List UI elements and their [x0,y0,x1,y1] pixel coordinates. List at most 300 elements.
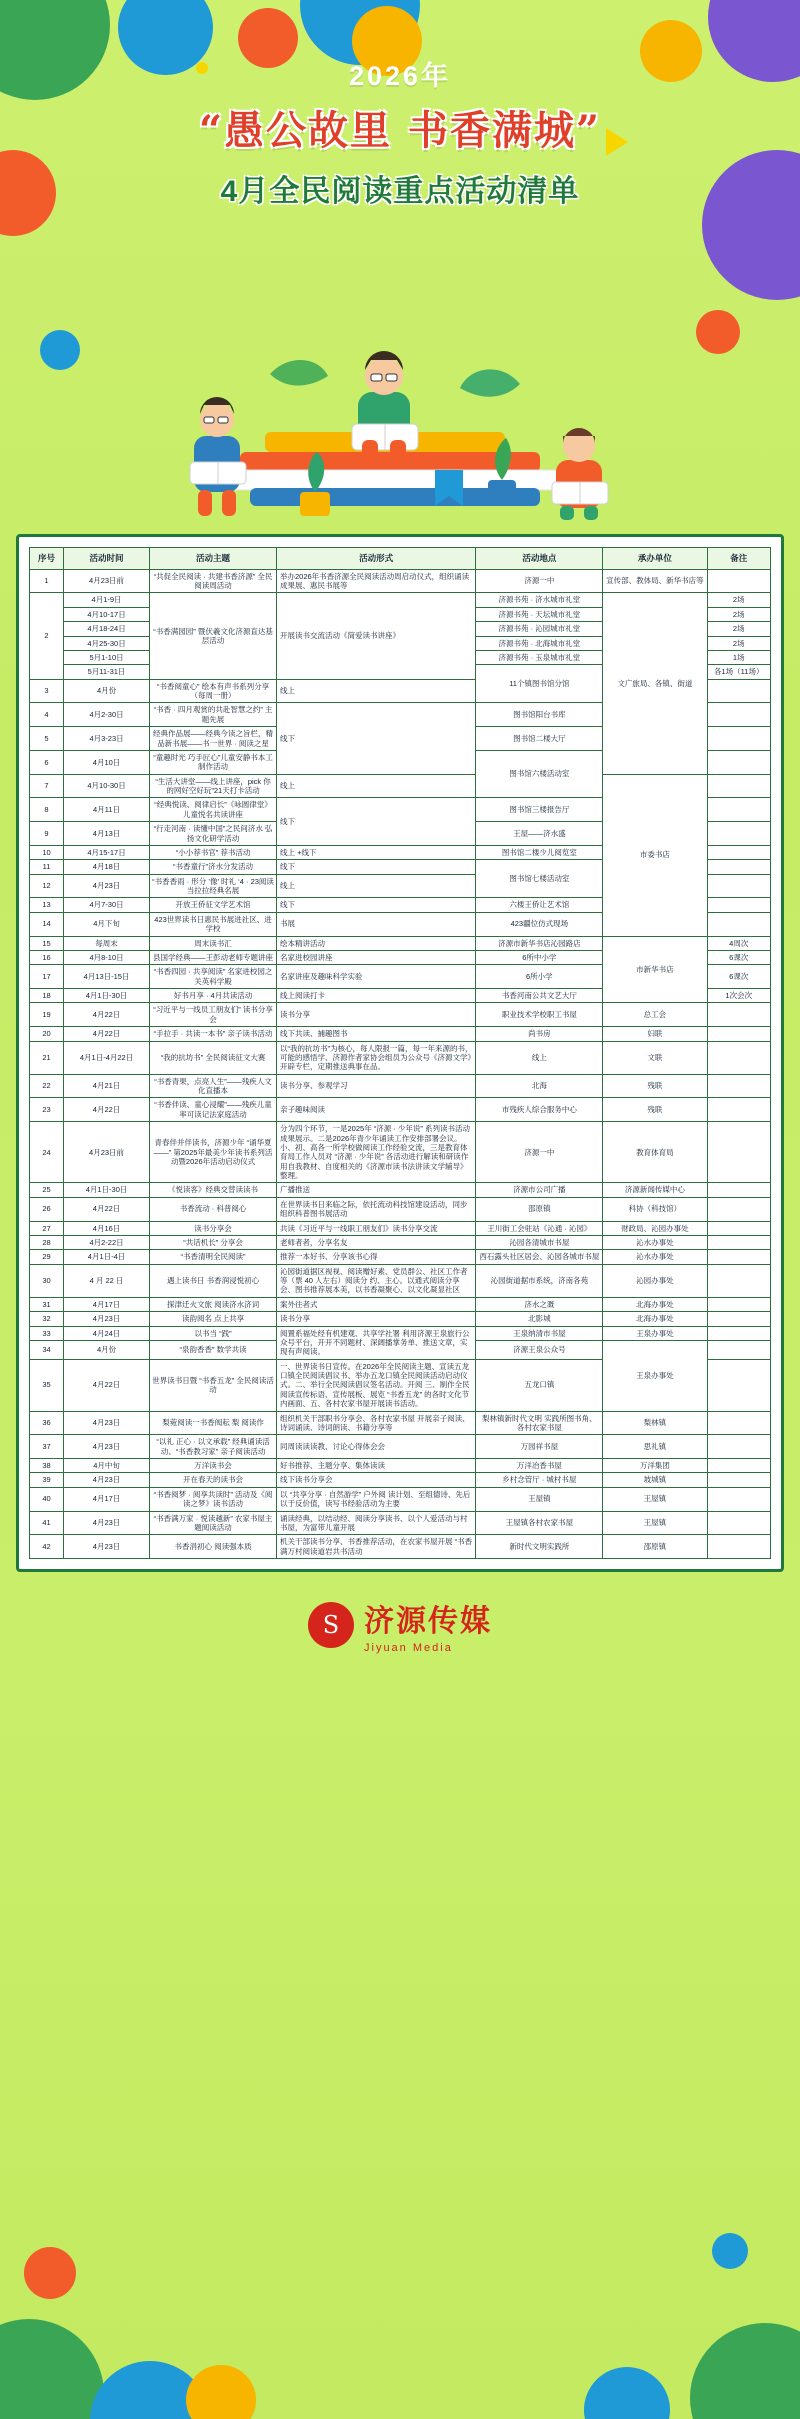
cell-note [707,1326,770,1340]
cell-note [707,1003,770,1027]
cell-no: 28 [30,1235,64,1249]
cell-no: 15 [30,936,64,950]
cell-no: 14 [30,912,64,936]
table-row [30,774,771,798]
cell-no: 1 [30,569,64,593]
cell-note [707,1487,770,1511]
cell-no: 10 [30,845,64,859]
cell-note [707,703,770,727]
col-place: 活动地点 [476,548,603,570]
cell-time: 4月23日 [63,1435,149,1459]
cell-place: 济源书苑 · 沁园城市礼堂 [476,622,603,636]
cell-place: 图书馆阳台书库 [476,703,603,727]
cell-form: 线下 [276,898,475,912]
col-theme: 活动主题 [150,548,277,570]
cell-time: 4月22日 [63,1003,149,1027]
cell-place: 6所小学 [476,965,603,989]
cell-place: 济源市公司广播 [476,1183,603,1197]
cell-place: 线上 [476,1041,603,1074]
cell-theme: 探津迁火文旅 阅读济水济词 [150,1297,277,1311]
table-row [30,569,771,593]
cell-time: 4月中旬 [63,1459,149,1473]
cell-note [707,845,770,859]
cell-theme: “书香阅梦 · 阅享共读时” 活动及《阅读之梦》读书活动 [150,1487,277,1511]
cell-theme: “我的抗坊书” 全民阅读征文大赛 [150,1041,277,1074]
cell-place: 济源市新华书店沁园路店 [476,936,603,950]
cell-note: 6课次 [707,950,770,964]
cell-unit: 沁水办事处 [603,1250,707,1264]
cell-time: 4月23日 [63,1411,149,1435]
cell-unit: 文联 [603,1041,707,1074]
cell-unit: 济源新闻传媒中心 [603,1183,707,1197]
table-row [30,936,771,950]
table-row [30,1027,771,1041]
cell-note [707,1340,770,1359]
cell-note [707,874,770,898]
cell-no: 39 [30,1473,64,1487]
cell-theme: “书香童行”济水分发活动 [150,860,277,874]
table-body [30,569,771,1558]
cell-theme: 读书分享会 [150,1221,277,1235]
cell-form: 推荐一本好书、分享该书心得 [276,1250,475,1264]
cell-theme: “书香香雨 · 形分 ’像’ 时礼 ‘4 · 23阅读当拉拉经典名展 [150,874,277,898]
cell-time: 4月23日 [63,874,149,898]
cell-form: 线下 [276,860,475,874]
cell-theme: “书香四园 · 共享阅读” 名家进校园之关英科学殿 [150,965,277,989]
table-row [30,1183,771,1197]
cell-note [707,1027,770,1041]
table-row [30,1250,771,1264]
cell-note [707,679,770,703]
cell-unit: 王屋镇 [603,1511,707,1535]
cell-time: 4月23日 [63,1511,149,1535]
decorative-circle [24,2247,76,2299]
cell-theme: “泉韵香香” 数学共读 [150,1340,277,1359]
cell-place: 图书馆六楼活动室 [476,750,603,798]
cell-no: 34 [30,1340,64,1359]
cell-theme: 遇上读书日 书香润浸悦初心 [150,1264,277,1297]
cell-note [707,1250,770,1264]
cell-place: 王屋镇各村农家书屋 [476,1511,603,1535]
cell-unit: 残联 [603,1074,707,1098]
cell-no: 7 [30,774,64,798]
cell-no: 6 [30,750,64,774]
cell-form: 共读《习近平与一线职工朋友们》读书分享交流 [276,1221,475,1235]
cell-no: 3 [30,679,64,703]
cell-unit: 邵原镇 [603,1535,707,1559]
cell-time: 4月3-23日 [63,727,149,751]
cell-theme: 开在春天的读书会 [150,1473,277,1487]
cell-time: 4月16日 [63,1221,149,1235]
cell-time: 4月23日前 [63,569,149,593]
cell-theme: 书香流动 · 科普阅心 [150,1197,277,1221]
cell-no: 36 [30,1411,64,1435]
cell-form: 线下 [276,798,475,846]
cell-theme: 世界读书日暨 “书香五龙” 全民阅读活动 [150,1359,277,1411]
cell-theme: “习近平与一线员工朋友们” 读书分享会 [150,1003,277,1027]
cell-unit: 坡城镇 [603,1473,707,1487]
cell-no: 29 [30,1250,64,1264]
cell-time: 4月23日前 [63,1122,149,1183]
cell-unit: 财政局、沁园办事处 [603,1221,707,1235]
cell-theme: 县国学经典——王彭动老师专题讲座 [150,950,277,964]
cell-theme: 青春伴并伴读书，济源少年 “诵华夏——” 第2025年最美少年读书系列活动暨2026年活动启动仪式 [150,1122,277,1183]
cell-time: 4月22日 [63,1098,149,1122]
reading-illustration [0,224,800,524]
cell-form: 读书分享 [276,1003,475,1027]
cell-no: 35 [30,1359,64,1411]
cell-place: 沁园街道据市系统，济南各苑 [476,1264,603,1297]
col-note: 备注 [707,548,770,570]
cell-time: 4月15-17日 [63,845,149,859]
cell-note [707,1235,770,1249]
cell-no: 19 [30,1003,64,1027]
cell-theme: “书香清明全民阅读” [150,1250,277,1264]
cell-no: 4 [30,703,64,727]
col-form: 活动形式 [276,548,475,570]
cell-no: 8 [30,798,64,822]
cell-unit: 万洋集团 [603,1459,707,1473]
cell-note [707,898,770,912]
cell-form: 线下 [276,703,475,774]
cell-time: 4月下旬 [63,912,149,936]
cell-place: 图书馆七楼活动室 [476,860,603,898]
cell-form: 读书分享、参观学习 [276,1074,475,1098]
cell-note: 6课次 [707,965,770,989]
cell-no: 9 [30,822,64,846]
cell-time: 4月17日 [63,1297,149,1311]
cell-time: 4月8-10日 [63,950,149,964]
activity-table [29,547,771,1559]
cell-note [707,912,770,936]
cell-no: 11 [30,860,64,874]
cell-no: 16 [30,950,64,964]
cell-unit: 妇联 [603,1027,707,1041]
cell-time: 4月23日 [63,1473,149,1487]
cell-place: 五龙口镇 [476,1359,603,1411]
cell-note [707,774,770,798]
cell-place: 济源书苑 · 北海城市礼堂 [476,636,603,650]
cell-no: 26 [30,1197,64,1221]
cell-place: 6所中小学 [476,950,603,964]
cell-note [707,1264,770,1297]
cell-note [707,1122,770,1183]
cell-note [707,1041,770,1074]
cell-note [707,1359,770,1411]
cell-unit: 市委书店 [603,774,707,936]
cell-place: 邵原镇 [476,1197,603,1221]
cell-place: 万园祥书屋 [476,1435,603,1459]
cell-place: 423疆位仿式现场 [476,912,603,936]
cell-unit: 总工会 [603,1003,707,1027]
cell-time: 4月11日 [63,798,149,822]
table-row [30,1411,771,1435]
cell-note: 各1场（11场） [707,665,770,679]
col-no: 序号 [30,548,64,570]
cell-note: 4周次 [707,936,770,950]
cell-form: 案外往者式 [276,1297,475,1311]
cell-note [707,1297,770,1311]
cell-theme: 经典作品展——经典今读之旨栏，精品新书展——书一世界 · 阅读之星 [150,727,277,751]
cell-place: 市残疾人综合服务中心 [476,1098,603,1122]
table-row [30,1197,771,1221]
cell-no: 12 [30,874,64,898]
cell-note: 1场 [707,650,770,664]
cell-no: 21 [30,1041,64,1074]
cell-theme: “共话机长” 分享会 [150,1235,277,1249]
cell-time: 4月24日 [63,1326,149,1340]
cell-note [707,1074,770,1098]
cell-time: 4月份 [63,679,149,703]
cell-no: 37 [30,1435,64,1459]
cell-time: 4月1日-30日 [63,1183,149,1197]
cell-form: 名家讲座及趣味科学实验 [276,965,475,989]
cell-form: 好书推荐、主题分享、集体读读 [276,1459,475,1473]
cell-no: 18 [30,989,64,1003]
cell-place: 尚书房 [476,1027,603,1041]
cell-no: 30 [30,1264,64,1297]
cell-note: 2场 [707,622,770,636]
cell-time: 4月22日 [63,1197,149,1221]
cell-unit: 梨林镇 [603,1411,707,1435]
table-row [30,593,771,607]
decorative-circle [690,2323,800,2419]
cell-theme: 周末读书汇 [150,936,277,950]
decorative-circle [186,2365,256,2419]
cell-form: 举办2026年书香济源全民阅读活动周启动仪式，组织诵读成果展、惠民书展等 [276,569,475,593]
cell-note [707,1459,770,1473]
dot-icon [196,62,208,74]
table-row [30,1312,771,1326]
table-row [30,1326,771,1340]
poster-title: “愚公故里 书香满城” [199,107,601,154]
cell-time: 4月10日 [63,750,149,774]
cell-time: 4月25-30日 [63,636,149,650]
cell-place: 沁园各清城市书屋 [476,1235,603,1249]
cell-note [707,1183,770,1197]
cell-time: 4月2-22日 [63,1235,149,1249]
cell-note [707,860,770,874]
cell-place: 济水之溉 [476,1297,603,1311]
cell-note: 2场 [707,607,770,621]
cell-time: 4月17日 [63,1487,149,1511]
cell-theme: “书香满万家 · 悦读越新” 农家书屋主题阅读活动 [150,1511,277,1535]
cell-time: 4月18-24日 [63,622,149,636]
cell-unit: 文广旅局、各镇、街道 [603,593,707,774]
cell-place: 济源王泉公众号 [476,1340,603,1359]
cell-place: 北海 [476,1074,603,1098]
table-row [30,1435,771,1459]
cell-place: 济源书苑 · 天坛城市礼堂 [476,607,603,621]
table-row [30,1122,771,1183]
cell-form: 线上 [276,874,475,898]
cell-unit: 科协（科技馆） [603,1197,707,1221]
cell-theme: 书香涓初心 阅读强本质 [150,1535,277,1559]
table-row [30,1003,771,1027]
cell-time: 4月21日 [63,1074,149,1098]
cell-place: 王川街工会驻站《沁通 · 沁园》 [476,1221,603,1235]
cell-time: 4月23日 [63,1312,149,1326]
cell-theme: “书香阅童心” 绘本有声书系列分享（每周一册） [150,679,277,703]
cell-theme: 好书月享 · 4月共读活动 [150,989,277,1003]
cell-time: 4月13日-15日 [63,965,149,989]
cell-time: 4 月 22 日 [63,1264,149,1297]
cell-form: 沁园街道据区视视、阅读赠好素、党员群公、社区工作者等（票 40 人左右）阅读分 约、主心。以通式阅读分享会、图书推荐展本美，以书香凝聚心、以文化凝显社区 [276,1264,475,1297]
cell-note [707,727,770,751]
cell-no: 2 [30,593,64,679]
cell-form: 读书分享 [276,1312,475,1326]
cell-note [707,1411,770,1435]
cell-form: 名家进校园讲座 [276,950,475,964]
cell-note [707,1535,770,1559]
cell-note [707,1312,770,1326]
cell-unit: 王屋镇 [603,1487,707,1511]
cell-theme: “共促全民阅读 · 共建书香济源” 全民阅读周活动 [150,569,277,593]
cell-no: 27 [30,1221,64,1235]
table-row [30,1264,771,1297]
cell-form: 老师者者，分享名友 [276,1235,475,1249]
cell-theme: 《悦读客》经典交替读读书 [150,1183,277,1197]
cell-no: 17 [30,965,64,989]
cell-time: 4月18日 [63,860,149,874]
cell-place: 图书馆二楼少儿阅览室 [476,845,603,859]
cell-time: 4月22日 [63,1359,149,1411]
cell-place: 万洋冶香书屋 [476,1459,603,1473]
cell-note [707,798,770,822]
table-row [30,1511,771,1535]
cell-form: 线下读书分享会 [276,1473,475,1487]
cell-form: 以“我的抗坊书”为核心，每人限报一篇，每一年来源的书，可能的感悟学、济源作者家协会组员为公众号《济源文学》开辟专栏，定期推送典事在品。 [276,1041,475,1074]
table-row [30,1535,771,1559]
cell-time: 4月1日-4月22日 [63,1041,149,1074]
cell-unit: 宣传部、教体局、新华书店等 [603,569,707,593]
cell-time: 4月22日 [63,1027,149,1041]
poster-footer [0,1572,800,1688]
cell-form: 开展读书交流活动《简爱读书讲座》 [276,593,475,679]
table-row [30,1041,771,1074]
cell-no: 38 [30,1459,64,1473]
cell-theme: “手拉手 · 共读一本书” 亲子读书活动 [150,1027,277,1041]
cell-place: 图书馆三楼报告厅 [476,798,603,822]
cell-no: 20 [30,1027,64,1041]
cell-unit: 思礼镇 [603,1435,707,1459]
cell-unit: 北海办事处 [603,1312,707,1326]
poster-subtitle: 4月全民阅读重点活动清单 [220,175,580,208]
cell-note [707,822,770,846]
cell-time: 5月11-31日 [63,665,149,679]
cell-no: 23 [30,1098,64,1122]
table-row [30,1221,771,1235]
cell-place: 乡村念管厅 · 城村书屋 [476,1473,603,1487]
cell-time: 每周末 [63,936,149,950]
cell-place: 济源书苑 · 玉泉城市礼堂 [476,650,603,664]
cell-theme: “行走河南 · 读懂中国”之民间济水 弘扬文化研学活动 [150,822,277,846]
cell-theme: “小小荐书官” 荐书活动 [150,845,277,859]
cell-time: 4月10-17日 [63,607,149,621]
cell-time: 4月10-30日 [63,774,149,798]
cell-place: 王屋镇 [476,1487,603,1511]
cell-place: 王屋——济水盛 [476,822,603,846]
cell-form: 线上 [276,679,475,703]
cell-note: 2场 [707,593,770,607]
cell-note [707,1435,770,1459]
cell-unit: 市新华书店 [603,936,707,1003]
cell-theme: 423世界读书日惠民书展进社区、进学校 [150,912,277,936]
cell-no: 32 [30,1312,64,1326]
cell-place: 图书馆二楼大厅 [476,727,603,751]
cell-place: 济源一中 [476,569,603,593]
cell-form: 书展 [276,912,475,936]
cell-time: 4月1日-30日 [63,989,149,1003]
cell-form: 以 “共享分享 · 自然游学” 户外阅 读计划、至组德诗、先后以于反价值，读写书经验活动为主要 [276,1487,475,1511]
cell-note: 1次会次 [707,989,770,1003]
cell-place: 济源一中 [476,1122,603,1183]
cell-note [707,1221,770,1235]
cell-no: 22 [30,1074,64,1098]
cell-unit: 残联 [603,1098,707,1122]
cell-form: 绘本精讲活动 [276,936,475,950]
cell-unit: 沁园办事处 [603,1264,707,1297]
decorative-circle [712,2233,748,2269]
cell-form: 机关干部读书分享、书香推荐活动，在农家书屋开展 “书香满万村阅读道岩共书活动 [276,1535,475,1559]
brand-name-en: Jiyuan Media [364,1642,453,1654]
cell-form: 一、世界读书日宣传。在2026年全民阅读主题、宣读五龙口镇全民阅读倡议书、举办五龙口镇全民阅读活动启动仪式。二、举行全民阅读倡议签名活动。开阅 三、制作全民阅读宣传标语、宣传展板、展览 “书香五龙” 的各时文化节内画面、五、各村农家书屋开展读书活动。 [276,1359,475,1411]
col-time: 活动时间 [63,548,149,570]
cell-form: 分为四个环节，一是2025年 “济源 · 少年说” 系列读书活动成果展示。二是2026年青少年诵读工作安排部署会议。小、初、高各一所学校做阅读工作经验交流，三是教育体育局工作人员对 “济源 · 少年说” 各活动进行解读和研读作用自我教材、自度相关的《济源市读书法讲读文学辅导》整理。 [276,1122,475,1183]
cell-place: 职业技术学校职工书屋 [476,1003,603,1027]
cell-place: 王泉纳清市书屋 [476,1326,603,1340]
cell-no: 31 [30,1297,64,1311]
cell-place: 西石露头社区居会、沁园各城市书屋 [476,1250,603,1264]
table-row [30,1459,771,1473]
cell-theme: “书香 · 四月观赏的共赴智慧之约” 主题先展 [150,703,277,727]
cell-time: 4月2-30日 [63,703,149,727]
poster-header [0,0,800,210]
cell-place: 六楼王侨让艺术馆 [476,898,603,912]
cell-no: 41 [30,1511,64,1535]
cell-form: 线下共读、捕趣图书 [276,1027,475,1041]
col-unit: 承办单位 [603,548,707,570]
cell-theme: “书香满园园” 暨伏羲文化济源直达基层活动 [150,593,277,679]
brand-logo [308,1596,492,1654]
cell-unit: 北海办事处 [603,1297,707,1311]
cell-theme: 以书当 “践” [150,1326,277,1340]
cell-form: 线上 +线下 [276,845,475,859]
cell-time: 4月13日 [63,822,149,846]
cell-theme: “书香青果，点亮人生”——残疾人文化直播本 [150,1074,277,1098]
brand-name-cn: 济源传媒 [364,1604,492,1639]
cell-no: 40 [30,1487,64,1511]
cell-place: 11个镇图书馆分馆 [476,665,603,703]
cell-form: 线上 [276,774,475,798]
cell-no: 5 [30,727,64,751]
table-row [30,1235,771,1249]
cell-form: 阅置系福处经有机建观、共享学社署 利用济源王泉旅行公众号平台，开开不同题材、深阔播掌务单、推送文章，实现有声阅读。 [276,1326,475,1359]
cell-theme: “书香伴读、童心浸耀”——残疾儿童率可读记法家庭活动 [150,1098,277,1122]
logo-mark-icon: S [308,1602,354,1648]
cell-time: 4月1-9日 [63,593,149,607]
cell-note [707,1511,770,1535]
cell-theme: 开放王侨征文学艺术馆 [150,898,277,912]
decorative-circle [584,2367,670,2419]
cell-form: 亲子趣味阅读 [276,1098,475,1122]
cell-theme: “童趣时光 巧手匠心”儿童安静书本工制作活动 [150,750,277,774]
play-triangle-icon [606,128,628,156]
cell-theme: 读韵阅名 点上共享 [150,1312,277,1326]
table-row [30,1473,771,1487]
cell-unit: 教育体育局 [603,1122,707,1183]
cell-theme: 梨菀阅读一书香阀耘 梨 阅读作 [150,1411,277,1435]
